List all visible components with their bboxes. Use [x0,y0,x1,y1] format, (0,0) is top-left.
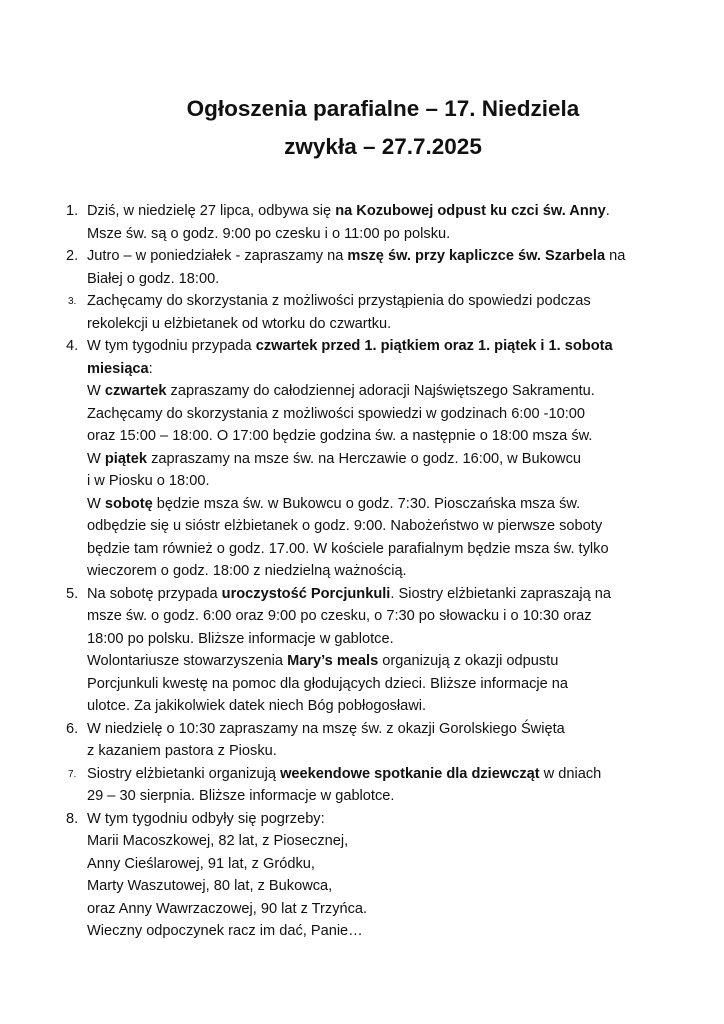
announcement-number: 8. [66,810,79,827]
emphasis-text: czwartek [104,383,167,399]
announcement-number: 1. [66,203,79,219]
announcement-number: 5. [66,585,79,602]
announcement-line [87,335,680,358]
body-text: Zachęcamy do skorzystania z możliwości spowiedzi w godzinach 6:00 -10:00 [87,405,586,422]
announcement-line [87,808,680,831]
announcement-list [60,200,680,943]
announcement-item [60,763,680,808]
body-text: W [87,450,105,467]
body-text: Białej o godz. 18:00. [87,270,220,287]
body-text: oraz 15:00 – 18:00. O 17:00 będzie godzina św. a następnie o 18:00 msza św. [87,428,593,444]
announcement-line [87,425,680,448]
body-text: rekolekcji u elżbietanek od wtorku do czwartku. [87,315,392,332]
announcement-line [87,673,680,696]
announcement-line [87,898,680,921]
emphasis-text: miesiąca [87,360,149,377]
announcement-line [87,920,680,943]
body-text: W tym tygodniu odbyły się pogrzeby: [87,810,325,827]
body-text: msze św. o godz. 6:00 oraz 9:00 po czesku, o 7:30 po słowacku i o 10:30 oraz [87,608,592,624]
body-text: Wieczny odpoczynek racz im dać, Panie… [87,923,363,939]
announcement-number: 2. [66,248,79,264]
body-text: 29 – 30 sierpnia. Bliższe informacje w gablotce. [87,788,395,804]
body-text: W tym tygodniu przypada [87,338,256,354]
announcement-line [87,403,680,426]
emphasis-text: czwartek przed 1. piątkiem oraz 1. piątek i 1. sobota [255,338,613,354]
title-line-2: zwykła – 27.7.2025 [284,134,482,159]
body-text: Dziś, w niedzielę 27 lipca, odbywa się [87,203,336,219]
page-title [0,90,724,166]
announcement-number: 3. [68,296,77,307]
announcement-line [87,875,680,898]
announcement-item [60,245,680,290]
announcement-line [87,560,680,583]
body-text: : [148,360,153,377]
body-text: Siostry elżbietanki organizują [87,765,281,782]
body-text: W [87,383,105,399]
body-text: będzie tam również o godz. 17.00. W kościele parafialnym będzie msza św. tylko [87,540,609,557]
announcement-line [87,718,680,741]
announcement-item [60,583,680,718]
body-text: na [605,248,626,264]
body-text: i w Piosku o 18:00. [87,473,210,489]
body-text: Jutro – w poniedziałek - zapraszamy na [87,248,348,264]
body-text: W [87,495,105,512]
body-text: . [605,203,610,219]
announcement-line [87,650,680,673]
body-text: . Siostry elżbietanki zapraszają na [390,585,611,602]
announcement-item [60,718,680,763]
emphasis-text: piątek [104,450,148,467]
announcement-number: 4. [66,338,79,354]
body-text: organizują z okazji odpustu [378,653,559,669]
announcement-item [60,290,680,335]
body-text: w dniach [539,765,602,782]
announcement-line [87,740,680,763]
body-text: Na sobotę przypada [87,585,222,602]
body-text: Zachęcamy do skorzystania z możliwości przystąpienia do spowiedzi podczas [87,293,591,309]
announcement-line [87,785,680,808]
body-text: odbędzie się u sióstr elżbietanek o godz. 9:00. Nabożeństwo w pierwsze soboty [87,518,603,534]
announcement-line [87,268,680,291]
body-text: zapraszamy do całodziennej adoracji Najświętszego Sakramentu. [166,383,595,399]
announcement-line [87,605,680,628]
announcement-number: 6. [66,720,79,737]
emphasis-text: uroczystość Porcjunkuli [221,585,391,602]
title-line-1: Ogłoszenia parafialne – 17. Niedziela [186,96,580,121]
announcement-line [87,763,680,786]
emphasis-text: na Kozubowej odpust ku czci św. Anny [335,203,606,219]
body-text: zapraszamy na msze św. na Herczawie o godz. 16:00, w Bukowcu [147,450,581,467]
announcement-number: 7. [68,768,77,780]
announcement-line [87,515,680,538]
body-text: 18:00 po polsku. Bliższe informacje w gablotce. [87,630,394,647]
announcement-line [87,358,680,381]
body-text: oraz Anny Wawrzaczowej, 90 lat z Trzyńca. [87,900,368,917]
body-text: Wolontariusze stowarzyszenia [87,653,288,669]
body-text: Marty Waszutowej, 80 lat, z Bukowca, [87,878,333,894]
announcement-line [87,380,680,403]
announcement-line [87,695,680,718]
announcement-item [60,808,680,943]
body-text: wieczorem o godz. 18:00 z niedzielną ważnością. [87,563,407,579]
body-text: Marii Macoszkowej, 82 lat, z Piosecznej, [87,833,349,849]
body-text: Porcjunkuli kwestę na pomoc dla głodujących dzieci. Bliższe informacje na [87,675,569,692]
announcement-line [87,493,680,516]
announcement-line [87,470,680,493]
body-text: będzie msza św. w Bukowcu o godz. 7:30. Piosczańska msza św. [152,495,581,512]
announcement-line [87,628,680,651]
announcement-item [60,200,680,245]
announcement-line [87,245,680,268]
body-text: W niedzielę o 10:30 zapraszamy na mszę św. z okazji Gorolskiego Święta [87,720,565,737]
body-text: Anny Cieślarowej, 91 lat, z Gródku, [87,855,315,872]
announcement-line [87,313,680,336]
announcement-line [87,290,680,313]
emphasis-text: Mary’s meals [287,653,379,669]
emphasis-text: weekendowe spotkanie dla dziewcząt [280,765,540,782]
emphasis-text: mszę św. przy kapliczce św. Szarbela [347,248,606,264]
body-text: ulotce. Za jakikolwiek datek niech Bóg pobłogosławi. [87,698,427,714]
announcement-line [87,583,680,606]
announcement-line [87,223,680,246]
announcement-line [87,200,680,223]
body-text: z kazaniem pastora z Piosku. [87,743,277,759]
announcement-line [87,853,680,876]
announcement-line [87,830,680,853]
announcement-line [87,538,680,561]
announcement-item [60,335,680,583]
emphasis-text: sobotę [104,495,153,512]
body-text: Msze św. są o godz. 9:00 po czesku i o 11:00 po polsku. [87,225,451,242]
announcement-line [87,448,680,471]
